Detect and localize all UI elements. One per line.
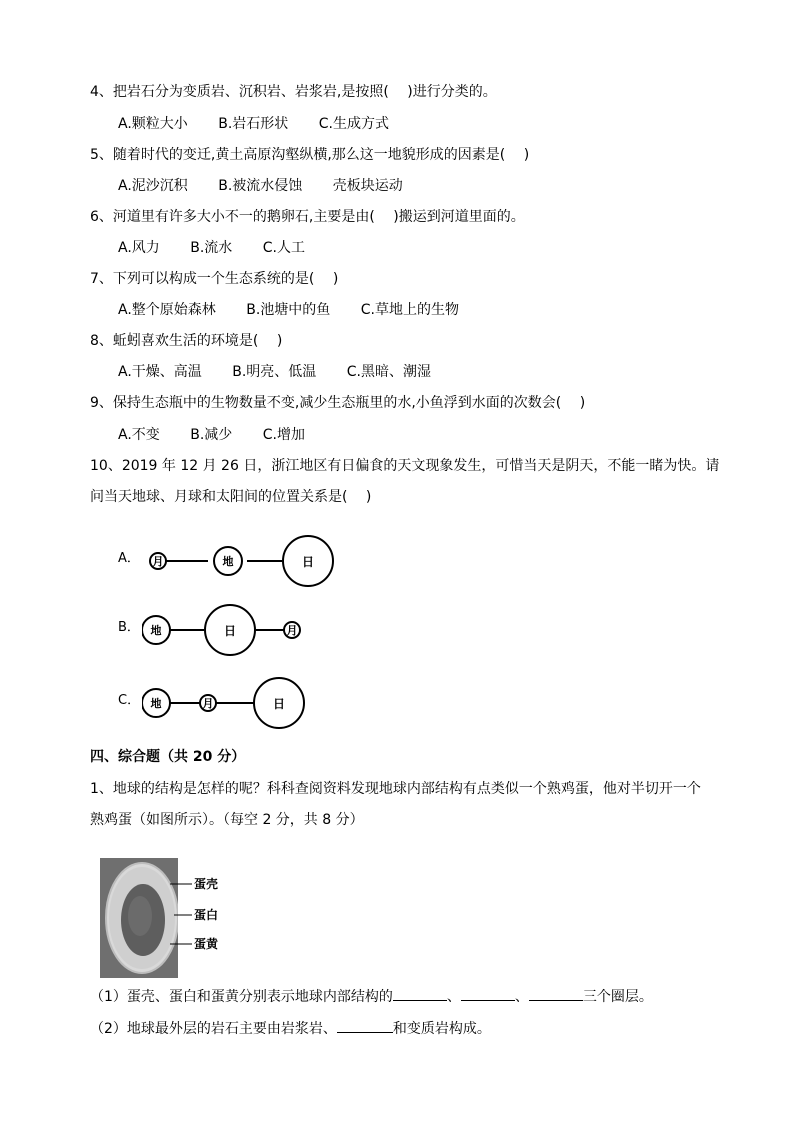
option-b: B.池塘中的鱼 [246, 302, 331, 318]
option-a: A.风力 [118, 240, 160, 256]
question-options [118, 425, 331, 445]
option-b: B.流水 [190, 240, 233, 256]
sun-earth-moon-diagram-c [142, 677, 342, 733]
answer-blank-3[interactable] [529, 986, 583, 1001]
sub-question-1-suffix: 三个圈层。 [582, 989, 653, 1005]
separator: 、 [446, 989, 461, 1005]
question-options [118, 300, 485, 320]
option-a: A.不变 [118, 427, 160, 443]
section-title: 四、综合题（共 20 分） [90, 749, 246, 765]
option-b: B.明亮、低温 [232, 364, 317, 380]
moon-text: 月 [286, 624, 298, 637]
sub-question-2-suffix: 和变质岩构成。 [392, 1021, 491, 1037]
question-options [118, 176, 429, 196]
earth-text: 地 [222, 555, 234, 568]
halved-egg-image [100, 858, 178, 978]
option-c: C.生成方式 [318, 116, 389, 132]
option-c: C.人工 [262, 240, 305, 256]
sub-question-1-prefix: （1）蛋壳、蛋白和蛋黄分别表示地球内部结构的 [90, 989, 393, 1005]
question-stem: 4、把岩石分为变质岩、沉积岩、岩浆岩,是按照( )进行分类的。 [90, 84, 497, 100]
question-stem: 6、河道里有许多大小不一的鹅卵石,主要是由( )搬运到河道里面的。 [90, 209, 525, 225]
separator: 、 [514, 989, 529, 1005]
option-c: C.增加 [262, 427, 305, 443]
option-c: C.草地上的生物 [360, 302, 459, 318]
earth-text: 地 [150, 624, 162, 637]
section4-question1-line1: 1、地球的结构是怎样的呢？科科查阅资料发现地球内部结构有点类似一个熟鸡蛋，他对半切开一个 [90, 781, 701, 797]
label-egg-yolk: 蛋黄 [194, 937, 219, 951]
sun-text: 日 [301, 555, 315, 569]
option-c: C.黑暗、潮湿 [346, 364, 431, 380]
option-a: A.干燥、高温 [118, 364, 202, 380]
egg-photo [100, 858, 178, 978]
sub-question-1 [90, 986, 653, 1007]
sun-text: 日 [223, 624, 237, 638]
sub-question-2 [90, 1018, 491, 1039]
moon-text: 月 [152, 555, 164, 568]
option-a-label: A． [118, 551, 140, 566]
label-egg-white: 蛋白 [194, 908, 219, 922]
question-stem-line2: 问当天地球、月球和太阳间的位置关系是( ) [90, 489, 372, 505]
option-a: A.泥沙沉积 [118, 178, 188, 194]
question-options [118, 114, 415, 134]
answer-blank-4[interactable] [337, 1018, 393, 1033]
option-b: B.岩石形状 [218, 116, 289, 132]
question-stem: 5、随着时代的变迁,黄土高原沟壑纵横,那么这一地貌形成的因素是( ) [90, 147, 530, 163]
option-b: B.被流水侵蚀 [218, 178, 303, 194]
question-stem: 8、蚯蚓喜欢生活的环境是( ) [90, 333, 283, 349]
moon-text: 月 [202, 697, 214, 710]
option-a: A.整个原始森林 [118, 302, 216, 318]
earth-text: 地 [150, 697, 162, 710]
sub-question-2-prefix: （2）地球最外层的岩石主要由岩浆岩、 [90, 1021, 337, 1037]
question-options [118, 238, 331, 258]
option-b: B.减少 [190, 427, 233, 443]
question-options [118, 362, 457, 382]
label-eggshell: 蛋壳 [194, 877, 219, 891]
section4-question1-line2: 熟鸡蛋（如图所示）。（每空 2 分，共 8 分） [90, 812, 364, 828]
sun-earth-moon-diagram-a [142, 535, 342, 591]
question-stem: 7、下列可以构成一个生态系统的是( ) [90, 271, 339, 287]
option-a: A.颗粒大小 [118, 116, 188, 132]
sun-earth-moon-diagram-b [142, 604, 342, 660]
question-stem-line1: 10、2019 年 12 月 26 日，浙江地区有日偏食的天文现象发生，可惜当天是阴天，不能一睹为快。请 [90, 458, 720, 474]
option-c: 壳板块运动 [332, 178, 403, 194]
question-stem: 9、保持生态瓶中的生物数量不变,减少生态瓶里的水,小鱼浮到水面的次数会( ) [90, 395, 586, 411]
answer-blank-1[interactable] [393, 986, 447, 1001]
option-b-label: B． [118, 620, 140, 635]
sun-text: 日 [272, 697, 286, 711]
answer-blank-2[interactable] [461, 986, 515, 1001]
option-c-label: C． [118, 693, 141, 708]
